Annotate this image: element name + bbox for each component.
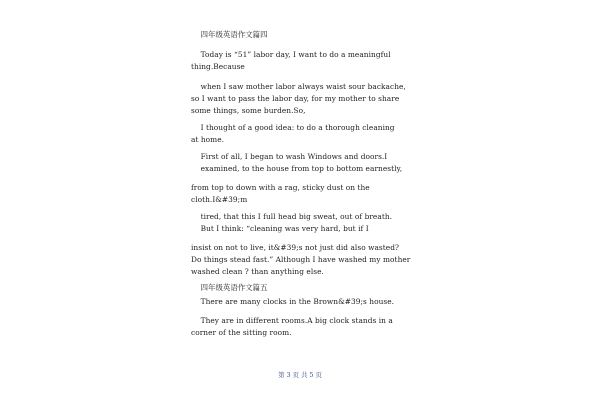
- paragraph-line: corner of the sitting room.: [191, 328, 292, 337]
- essay-heading-4: 四年级英语作文篇四: [191, 30, 268, 39]
- paragraph-line: tired, that this I full head big sweat, out of breath.: [191, 212, 393, 221]
- paragraph-line: There are many clocks in the Brown&#39;s house.: [191, 297, 395, 306]
- page-number-footer: 第 3 页 共 5 页: [278, 371, 322, 379]
- paragraph-line: some things, some burden.So,: [191, 106, 306, 115]
- paragraph-line: Today is “51” labor day, I want to do a meaningful: [191, 50, 391, 59]
- paragraph-line: from top to down with a rag, sticky dust on the: [191, 183, 370, 192]
- paragraph-line: insist on not to live, it&#39;s not just did also wasted?: [191, 243, 400, 252]
- essay-heading-5: 四年级英语作文篇五: [191, 283, 268, 292]
- paragraph-line: at home.: [191, 135, 225, 144]
- paragraph-line: But I think: “cleaning was very hard, but if I: [191, 224, 369, 233]
- paragraph-line: thing.Because: [191, 62, 245, 71]
- paragraph-line: so I want to pass the labor day, for my mother to share: [191, 94, 400, 103]
- paragraph-line: First of all, I began to wash Windows and doors.I: [191, 152, 388, 161]
- paragraph-line: cloth.I&#39;m: [191, 195, 248, 204]
- paragraph-line: examined, to the house from top to bottom earnestly,: [191, 164, 403, 173]
- paragraph-line: when I saw mother labor always waist sour backache,: [191, 82, 406, 91]
- paragraph-line: washed clean ? than anything else.: [191, 267, 324, 276]
- paragraph-line: They are in different rooms.A big clock stands in a: [191, 316, 393, 325]
- paragraph-line: Do things stead fast.” Although I have washed my mother: [191, 255, 411, 264]
- paragraph-line: I thought of a good idea: to do a thorough cleaning: [191, 123, 395, 132]
